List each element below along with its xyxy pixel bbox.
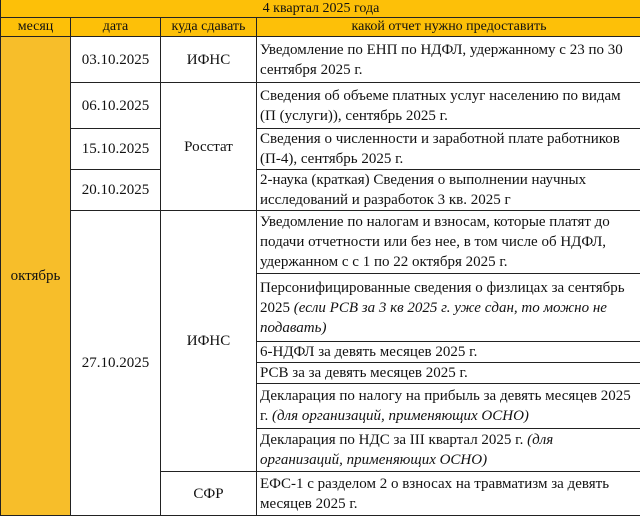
- report-cell: [257, 274, 640, 342]
- report-cell: Сведения о численности и заработной плате работников (П-4), сентябрь 2025 г.: [257, 129, 640, 170]
- where-cell: СФР: [161, 472, 257, 516]
- report-cell: [257, 384, 640, 429]
- table-row: [1, 83, 640, 129]
- report-text: Персонифицированные сведения о физлицах за сентябрь 2025: [260, 280, 625, 316]
- table-row: [1, 211, 640, 274]
- report-cell: [257, 429, 640, 472]
- report-note: (если РСВ за 3 кв 2025 г. уже сдан, то можно не подавать): [260, 300, 607, 336]
- report-cell: Сведения об объеме платных услуг населению по видам (П (услуги)), сентябрь 2025 г.: [257, 83, 640, 129]
- date-cell: 15.10.2025: [71, 129, 161, 170]
- report-note: (для организаций, применяющих ОСНО): [260, 432, 553, 468]
- month-cell: октябрь: [1, 37, 71, 516]
- report-cell: 2-наука (краткая) Сведения о выполнении научных исследований и разработок 3 кв. 2025 г: [257, 170, 640, 211]
- report-note: (для организаций, применяющих ОСНО): [272, 408, 529, 424]
- table-row: [1, 170, 640, 211]
- report-cell: Уведомление по ЕНП по НДФЛ, удержанному с 23 по 30 сентября 2025 г.: [257, 37, 640, 83]
- date-cell: 03.10.2025: [71, 37, 161, 83]
- report-cell: РСВ за за девять месяцев 2025 г.: [257, 363, 640, 384]
- header-where: куда сдавать: [161, 18, 257, 37]
- where-cell: ИФНС: [161, 37, 257, 83]
- header-month: месяц: [1, 18, 71, 37]
- header-report: какой отчет нужно предоставить: [257, 18, 640, 37]
- table-title: 4 квартал 2025 года: [1, 0, 640, 18]
- where-cell: Росстат: [161, 83, 257, 211]
- date-cell: 27.10.2025: [71, 211, 161, 516]
- header-date: дата: [71, 18, 161, 37]
- date-cell: 20.10.2025: [71, 170, 161, 211]
- date-cell: 06.10.2025: [71, 83, 161, 129]
- report-cell: ЕФС-1 с разделом 2 о взносах на травматизм за девять месяцев 2025 г.: [257, 472, 640, 516]
- table-row: [1, 37, 640, 83]
- table-row: [1, 129, 640, 170]
- report-cell: 6-НДФЛ за девять месяцев 2025 г.: [257, 342, 640, 363]
- report-text: Декларация по налогу на прибыль за девять месяцев 2025 г.: [260, 388, 631, 424]
- report-cell: Уведомление по налогам и взносам, которые платят до подачи отчетности или без нее, в том числе об НДФЛ, удержанном с с 1 по 22 октября 2025 г.: [257, 211, 640, 274]
- report-text: Декларация по НДС за III квартал 2025 г.: [260, 432, 523, 448]
- where-cell: ИФНС: [161, 211, 257, 472]
